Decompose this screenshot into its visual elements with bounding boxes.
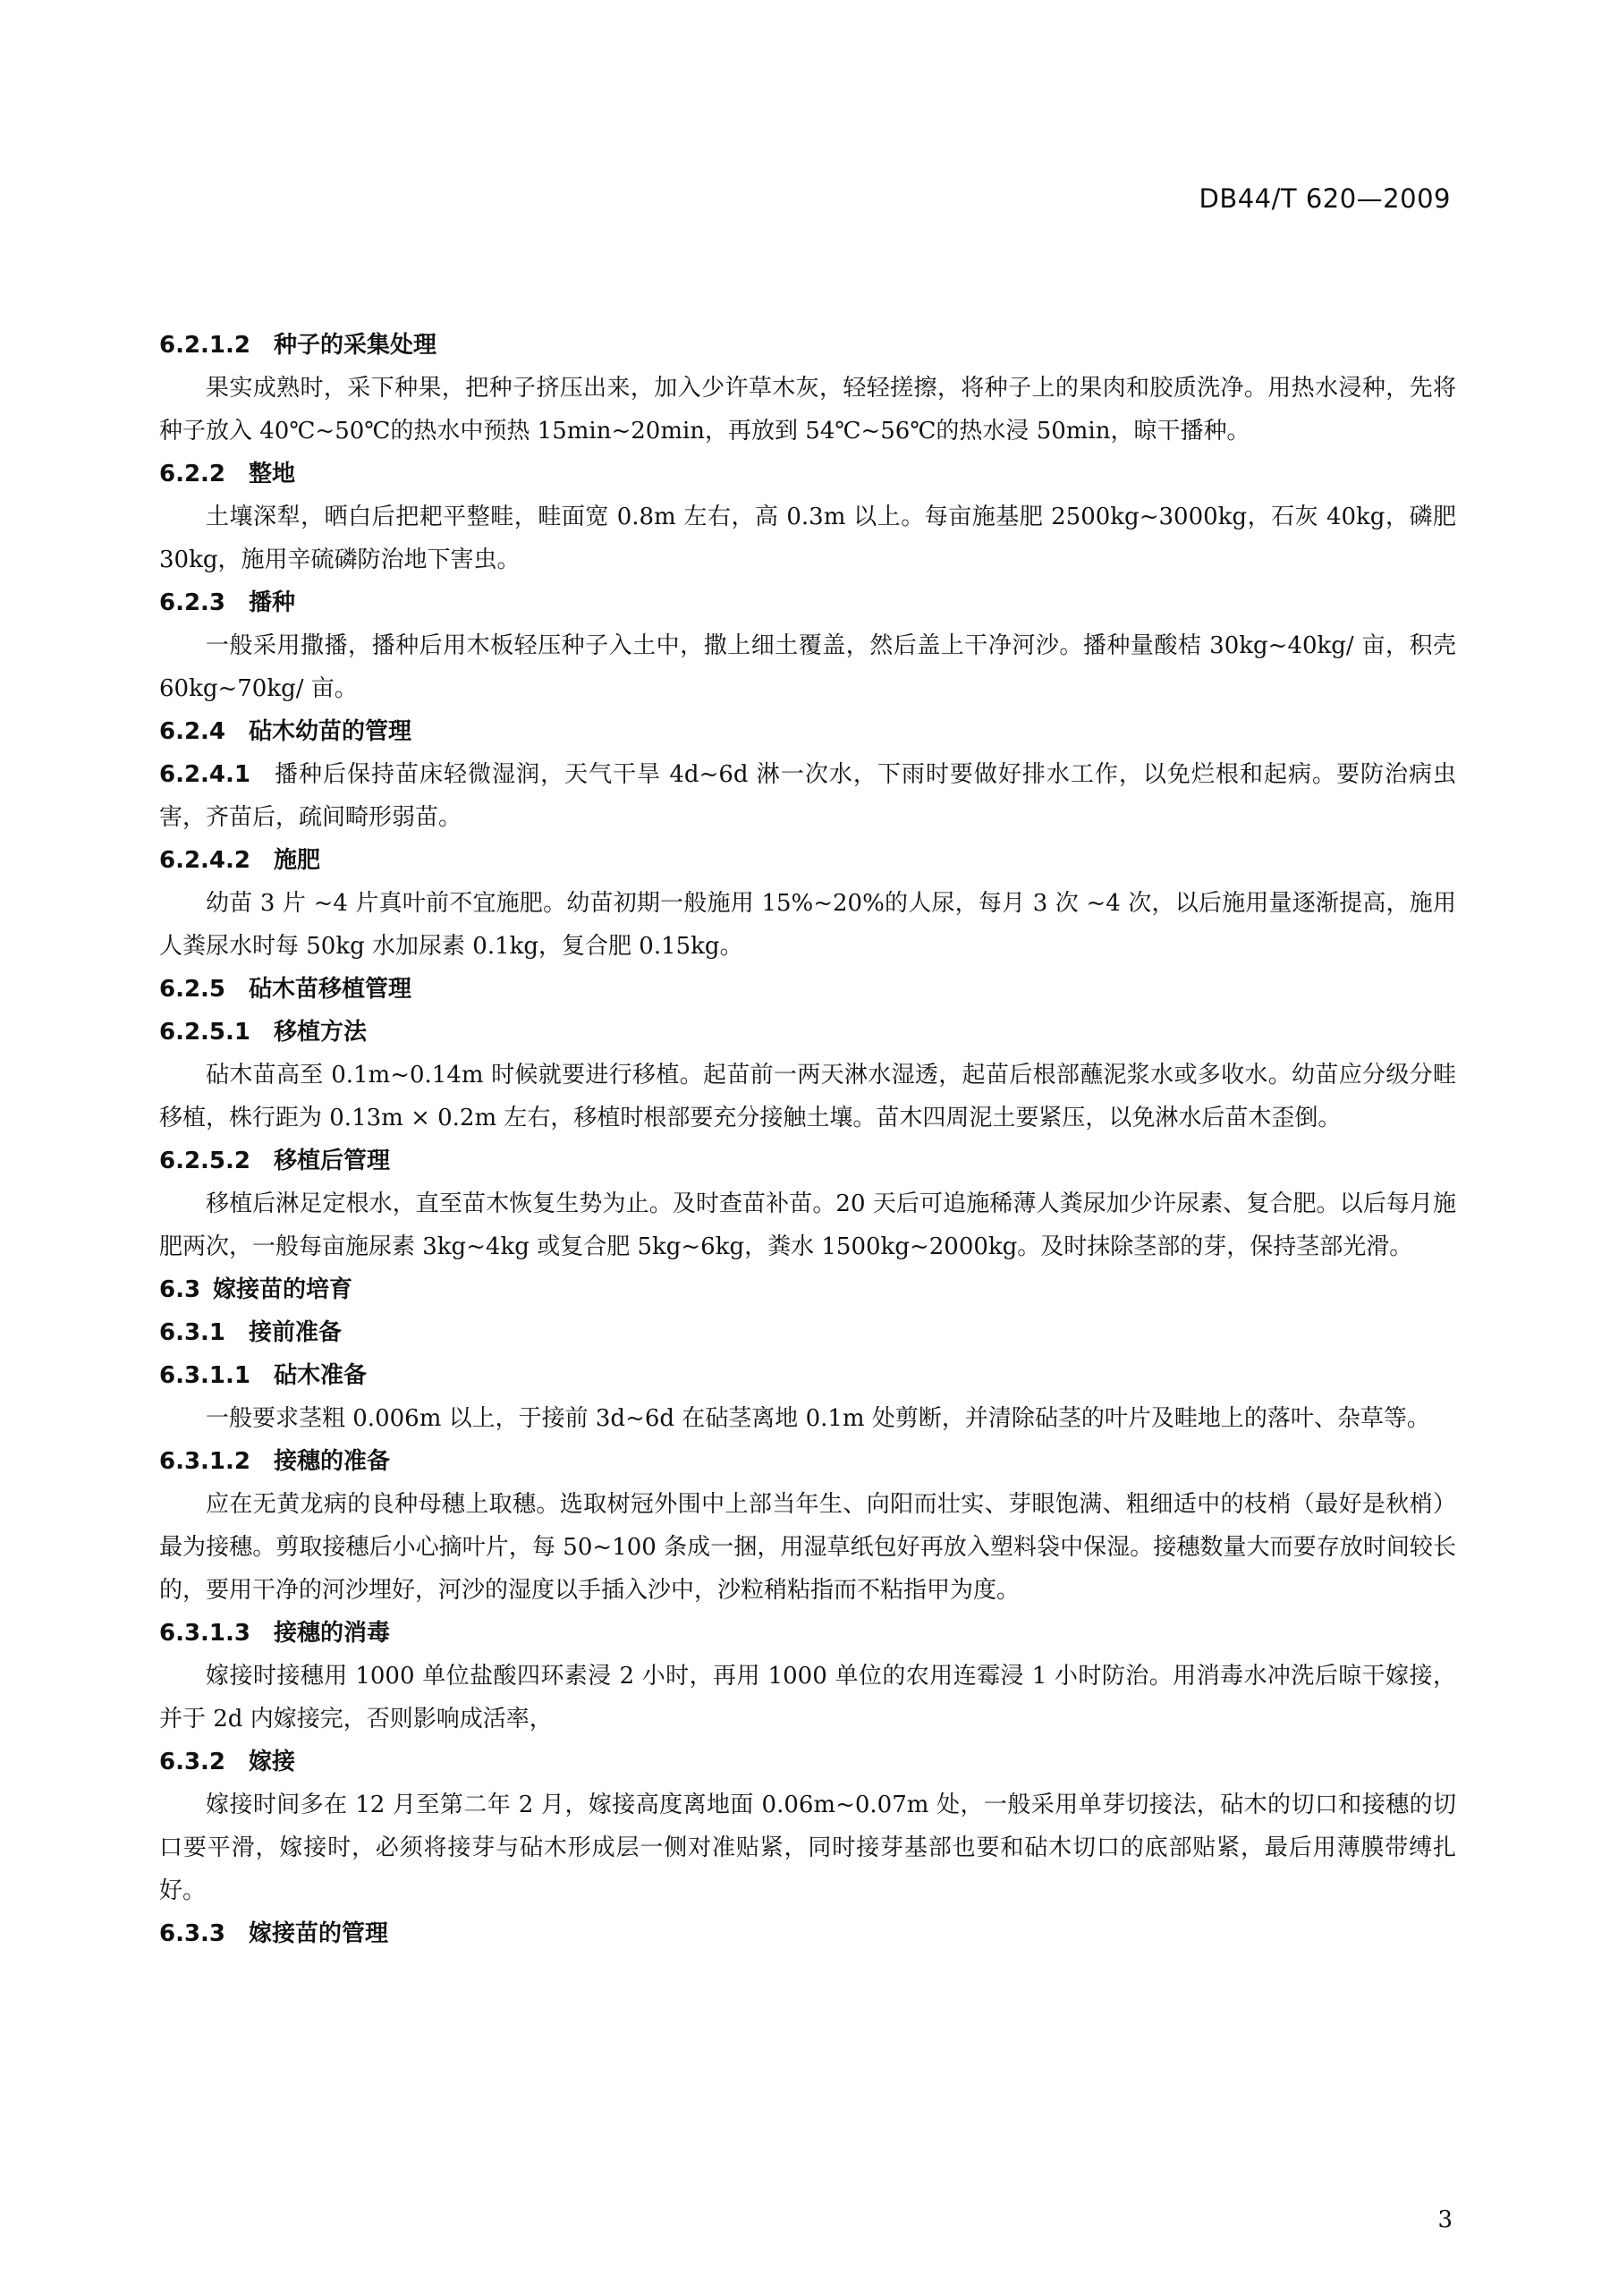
section-heading xyxy=(159,1311,1456,1354)
section-heading xyxy=(159,581,1456,624)
paragraph: 嫁接时间多在 12 月至第二年 2 月，嫁接高度离地面 0.06m~0.07m 处，一般采用单芽切接法，砧木的切口和接穗的切口要平滑，嫁接时，必须将接芽与砧木形成层一侧对准贴紧，同时接芽基部也要和砧木切口的底部贴紧，最后用薄膜带缚扎好。 xyxy=(159,1792,1456,1904)
section-title: 嫁接 xyxy=(249,1749,296,1775)
section-number: 6.2.4 xyxy=(159,718,226,745)
page-number: 3 xyxy=(1437,2207,1453,2233)
section-number: 6.2.2 xyxy=(159,461,226,487)
document-id-header: DB44/T 620—2009 xyxy=(1199,183,1451,214)
section-title: 砧木幼苗的管理 xyxy=(249,718,412,745)
section-number: 6.3.1.1 xyxy=(159,1362,250,1389)
section-title: 整地 xyxy=(249,461,296,487)
document-body xyxy=(159,324,1456,1955)
section-number: 6.3.3 xyxy=(159,1920,226,1947)
section-heading xyxy=(159,1612,1456,1655)
section-number: 6.3.1 xyxy=(159,1319,226,1346)
section-title: 播种 xyxy=(249,589,296,616)
section-title: 移植方法 xyxy=(274,1019,368,1046)
section-title: 砧木准备 xyxy=(274,1362,368,1389)
section-heading xyxy=(159,710,1456,753)
section-heading xyxy=(159,324,1456,367)
section-heading xyxy=(159,839,1456,882)
section-heading xyxy=(159,1140,1456,1182)
section-title: 接穗的消毒 xyxy=(274,1620,391,1647)
paragraph: 一般要求茎粗 0.006m 以上，于接前 3d~6d 在砧茎离地 0.1m 处剪断，并清除砧茎的叶片及畦地上的落叶、杂草等。 xyxy=(206,1405,1430,1432)
section-number: 6.3.1.2 xyxy=(159,1448,250,1475)
section-number: 6.2.4.2 xyxy=(159,847,250,874)
section-title: 嫁接苗的管理 xyxy=(249,1920,389,1947)
section-heading xyxy=(159,968,1456,1011)
paragraph: 果实成熟时，采下种果，把种子挤压出来，加入少许草木灰，轻轻搓擦，将种子上的果肉和胶质洗净。用热水浸种，先将种子放入 40℃~50℃的热水中预热 15min~20min，再放到 54℃~56℃的热水浸 50min，晾干播种。 xyxy=(159,375,1456,445)
section-heading xyxy=(159,1912,1456,1955)
paragraph: 移植后淋足定根水，直至苗木恢复生势为止。及时查苗补苗。20 天后可追施稀薄人粪尿加少许尿素、复合肥。以后每月施肥两次，一般每亩施尿素 3kg~4kg 或复合肥 5kg~6kg，粪水 1500kg~2000kg。及时抹除茎部的芽，保持茎部光滑。 xyxy=(159,1190,1456,1260)
section-number: 6.3.2 xyxy=(159,1749,226,1775)
section-number: 6.2.3 xyxy=(159,589,226,616)
paragraph: 砧木苗高至 0.1m~0.14m 时候就要进行移植。起苗前一两天淋水湿透，起苗后根部蘸泥浆水或多收水。幼苗应分级分畦移植，株行距为 0.13m × 0.2m 左右，移植时根部要充分接触土壤。苗木四周泥土要紧压，以免淋水后苗木歪倒。 xyxy=(159,1062,1456,1131)
paragraph-text: 播种后保持苗床轻微湿润，天气干旱 4d~6d 淋一次水，下雨时要做好排水工作，以免烂根和起病。要防治病虫害，齐苗后，疏间畸形弱苗。 xyxy=(159,761,1456,831)
paragraph: 土壤深犁，晒白后把耙平整畦，畦面宽 0.8m 左右，高 0.3m 以上。每亩施基肥 2500kg~3000kg，石灰 40kg，磷肥 30kg，施用辛硫磷防治地下害虫。 xyxy=(159,504,1456,573)
section-heading xyxy=(159,1440,1456,1483)
paragraph: 应在无黄龙病的良种母穗上取穗。选取树冠外围中上部当年生、向阳而壮实、芽眼饱满、粗细适中的枝梢（最好是秋梢）最为接穗。剪取接穗后小心摘叶片，每 50~100 条成一捆，用湿草纸包好再放入塑料袋中保湿。接穗数量大而要存放时间较长的，要用干净的河沙埋好，河沙的湿度以手插入沙中，沙粒稍粘指而不粘指甲为度。 xyxy=(159,1491,1456,1604)
section-heading xyxy=(159,1011,1456,1054)
section-title: 种子的采集处理 xyxy=(274,332,437,359)
section-title: 嫁接苗的培育 xyxy=(213,1276,353,1303)
paragraph-with-inline-heading xyxy=(159,753,1456,839)
section-title: 施肥 xyxy=(274,847,321,874)
section-number: 6.3 xyxy=(159,1276,201,1303)
section-number: 6.3.1.3 xyxy=(159,1620,250,1647)
paragraph: 嫁接时接穗用 1000 单位盐酸四环素浸 2 小时，再用 1000 单位的农用连霉浸 1 小时防治。用消毒水冲洗后晾干嫁接，并于 2d 内嫁接完，否则影响成活率， xyxy=(159,1663,1456,1733)
section-title: 接前准备 xyxy=(249,1319,343,1346)
section-heading xyxy=(159,1354,1456,1397)
section-number: 6.2.5.1 xyxy=(159,1019,250,1046)
paragraph: 一般采用撒播，播种后用木板轻压种子入土中，撒上细土覆盖，然后盖上干净河沙。播种量酸桔 30kg~40kg/ 亩，积壳 60kg~70kg/ 亩。 xyxy=(159,632,1456,702)
section-number: 6.2.5.2 xyxy=(159,1148,250,1174)
section-heading xyxy=(159,453,1456,496)
section-number: 6.2.5 xyxy=(159,976,226,1003)
section-number: 6.2.4.1 xyxy=(159,761,250,788)
section-title: 砧木苗移植管理 xyxy=(249,976,412,1003)
section-heading xyxy=(159,1268,1456,1311)
section-heading xyxy=(159,1741,1456,1783)
section-title: 移植后管理 xyxy=(274,1148,391,1174)
section-number: 6.2.1.2 xyxy=(159,332,250,359)
paragraph: 幼苗 3 片 ~4 片真叶前不宜施肥。幼苗初期一般施用 15%~20%的人尿，每月 3 次 ~4 次，以后施用量逐渐提高，施用人粪尿水时每 50kg 水加尿素 0.1kg，复合肥 0.15kg。 xyxy=(159,890,1456,960)
section-title: 接穗的准备 xyxy=(274,1448,391,1475)
